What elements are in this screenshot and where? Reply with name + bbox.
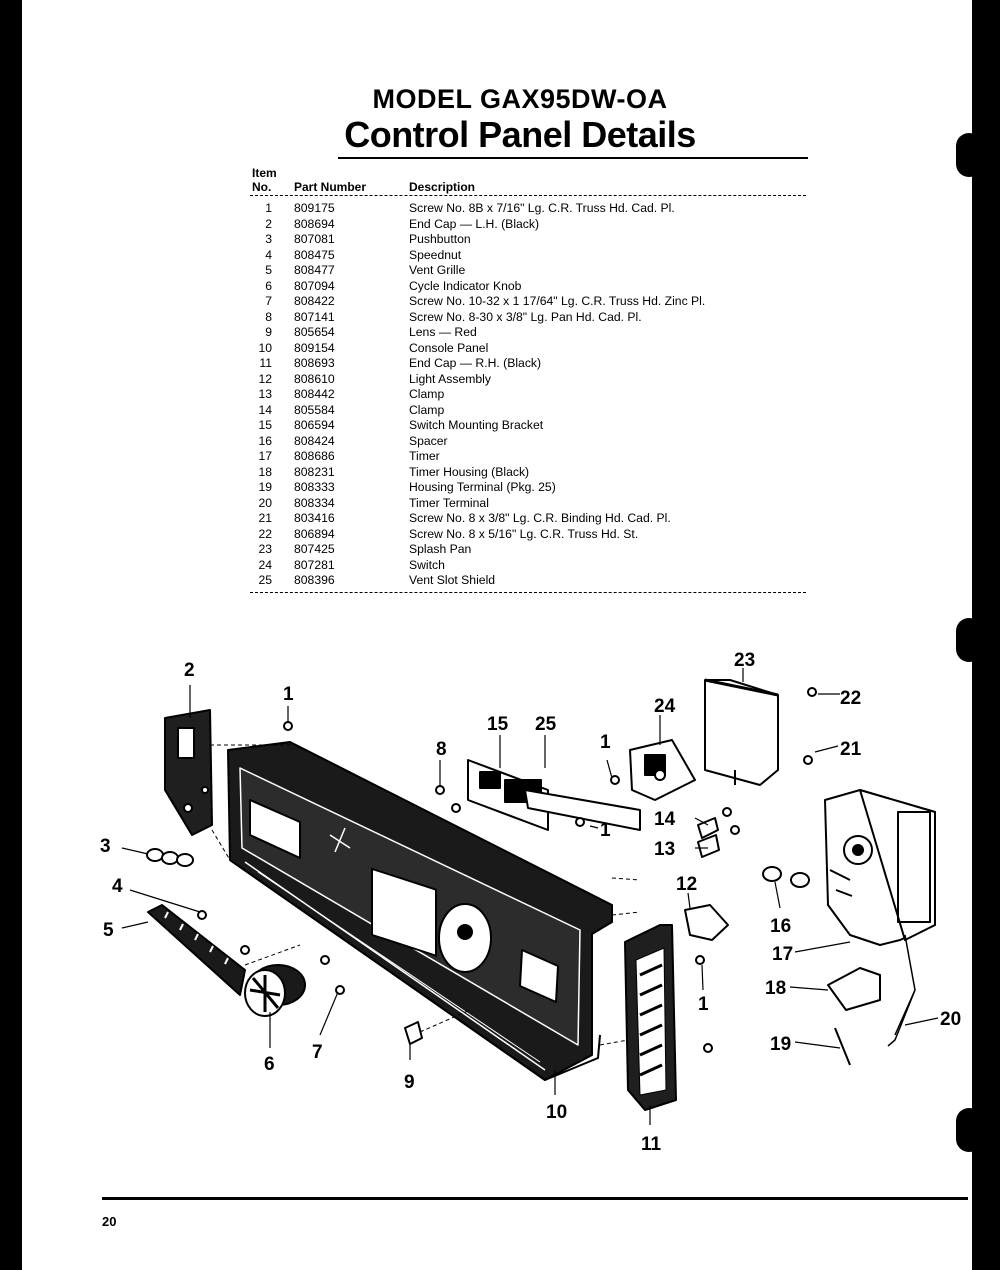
callout-1d: 1	[698, 994, 709, 1015]
callout-24: 24	[654, 696, 676, 717]
end-cap-right	[625, 925, 676, 1110]
item-number: 18	[258, 464, 272, 479]
part-number: 808231	[294, 464, 335, 479]
part-description: Vent Slot Shield	[409, 573, 496, 587]
item-number: 10	[258, 340, 272, 355]
part-number: 808333	[294, 480, 335, 494]
item-number: 8	[265, 309, 272, 324]
item-number: 13	[258, 387, 272, 401]
item-number: 23	[258, 542, 272, 556]
part-number: 808475	[294, 247, 335, 262]
item-number: 19	[258, 480, 272, 494]
part-description: Pushbutton	[409, 232, 471, 246]
col-item-label: Item	[252, 166, 277, 180]
item-number: 15	[258, 418, 272, 432]
item-number: 7	[265, 294, 272, 308]
part-number: 807425	[294, 542, 335, 556]
part-description: Clamp	[409, 402, 445, 417]
callout-16: 16	[770, 916, 792, 937]
callout-8: 8	[436, 739, 447, 760]
item-number: 6	[265, 278, 272, 293]
callout-17: 17	[772, 944, 794, 965]
callout-23: 23	[734, 650, 756, 671]
model-heading: MODEL GAX95DW-OA	[372, 84, 668, 114]
timer-housing	[828, 968, 880, 1010]
part-number: 807081	[294, 232, 335, 246]
part-description: Speednut	[409, 247, 462, 262]
part-number: 807141	[294, 309, 335, 324]
item-number: 5	[265, 263, 272, 277]
item-number: 17	[258, 449, 272, 463]
splash-pan	[705, 680, 778, 785]
part-description: Spacer	[409, 433, 448, 448]
part-number: 808334	[294, 495, 335, 510]
item-number: 25	[258, 573, 272, 587]
housing-terminal	[835, 1028, 850, 1065]
part-number: 808442	[294, 387, 335, 401]
part-description: Light Assembly	[409, 371, 491, 386]
switch-mounting-bracket	[468, 760, 640, 830]
callout-11: 11	[641, 1134, 662, 1155]
pushbutton	[147, 849, 193, 866]
callout-7: 7	[312, 1042, 323, 1063]
part-description: Screw No. 8 x 5/16" Lg. C.R. Truss Hd. St.	[409, 526, 639, 541]
part-description: Console Panel	[409, 340, 489, 355]
callout-22: 22	[840, 688, 862, 709]
part-description: End Cap — R.H. (Black)	[409, 356, 542, 370]
col-no-label: No.	[252, 180, 272, 194]
part-number: 808694	[294, 216, 335, 231]
callout-21: 21	[840, 739, 862, 760]
spacer	[791, 873, 809, 887]
part-description: Timer Housing (Black)	[409, 464, 530, 479]
callout-13: 13	[654, 839, 676, 860]
part-description: Switch Mounting Bracket	[409, 418, 544, 432]
part-number: 808610	[294, 371, 335, 386]
light-assembly	[685, 905, 728, 940]
callout-1b: 1	[600, 732, 611, 753]
vent-grille	[148, 905, 245, 995]
spacer	[763, 867, 781, 881]
switch	[630, 740, 695, 800]
timer-terminal	[888, 990, 915, 1046]
part-description: Clamp	[409, 387, 445, 401]
callout-2: 2	[184, 660, 195, 681]
part-number: 808422	[294, 294, 335, 308]
callout-18: 18	[765, 978, 787, 999]
callout-1c: 1	[600, 820, 611, 841]
callout-4: 4	[112, 876, 123, 897]
part-number: 808424	[294, 433, 335, 448]
part-description: Screw No. 8-30 x 3/8" Lg. Pan Hd. Cad. Pl.	[409, 309, 642, 324]
item-number: 2	[265, 216, 272, 231]
callout-3: 3	[100, 836, 111, 857]
callout-14: 14	[654, 809, 676, 830]
col-description-label: Description	[409, 180, 476, 194]
part-description: Housing Terminal (Pkg. 25)	[409, 480, 556, 494]
part-number: 806894	[294, 526, 335, 541]
callout-6: 6	[264, 1054, 275, 1075]
part-number: 803416	[294, 511, 335, 525]
part-description: Vent Grille	[409, 263, 466, 277]
part-number: 808477	[294, 263, 335, 277]
part-description: Timer	[409, 449, 440, 463]
item-number: 24	[258, 557, 272, 572]
item-number: 21	[258, 511, 272, 525]
part-description: Cycle Indicator Knob	[409, 278, 522, 293]
callout-15: 15	[487, 714, 509, 735]
part-number: 807281	[294, 557, 335, 572]
part-description: Screw No. 10-32 x 1 17/64" Lg. C.R. Truss Hd. Zinc Pl.	[409, 294, 706, 308]
cycle-indicator-knob	[245, 965, 305, 1016]
item-number: 20	[258, 495, 272, 510]
item-number: 4	[265, 247, 272, 262]
item-number: 12	[258, 371, 272, 386]
end-cap-left	[165, 710, 212, 835]
callout-19: 19	[770, 1034, 792, 1055]
part-description: Timer Terminal	[409, 495, 489, 510]
callout-12: 12	[676, 874, 698, 895]
footer-rule	[102, 1197, 968, 1200]
item-number: 22	[258, 526, 272, 541]
callout-20: 20	[940, 1009, 962, 1030]
part-number: 807094	[294, 278, 335, 293]
page-number: 20	[102, 1214, 117, 1229]
callout-1: 1	[283, 684, 294, 705]
item-number: 3	[265, 232, 272, 246]
part-number: 805654	[294, 325, 335, 339]
item-number: 1	[265, 201, 272, 215]
part-number: 805584	[294, 402, 335, 417]
page-title: Control Panel Details	[344, 114, 696, 155]
part-description: Lens — Red	[409, 325, 477, 339]
part-description: Switch	[409, 557, 445, 572]
part-number: 809154	[294, 340, 335, 355]
part-number: 806594	[294, 418, 335, 432]
part-number: 808686	[294, 449, 335, 463]
lens-red	[405, 1022, 422, 1044]
part-number: 808396	[294, 573, 335, 587]
callout-10: 10	[546, 1102, 568, 1123]
part-description: Screw No. 8 x 3/8" Lg. C.R. Binding Hd. Cad. Pl.	[409, 511, 671, 525]
callout-5: 5	[103, 920, 114, 941]
item-number: 11	[259, 356, 272, 370]
col-part-number-label: Part Number	[294, 180, 367, 194]
callout-9: 9	[404, 1072, 415, 1093]
item-number: 9	[265, 325, 272, 339]
item-number: 16	[258, 433, 272, 448]
part-number: 808693	[294, 356, 335, 370]
part-number: 809175	[294, 201, 335, 215]
part-description: Splash Pan	[409, 542, 472, 556]
item-number: 14	[258, 402, 272, 417]
part-description: Screw No. 8B x 7/16" Lg. C.R. Truss Hd. Cad. Pl.	[409, 201, 675, 215]
callout-25: 25	[535, 714, 557, 735]
part-description: End Cap — L.H. (Black)	[409, 216, 540, 231]
